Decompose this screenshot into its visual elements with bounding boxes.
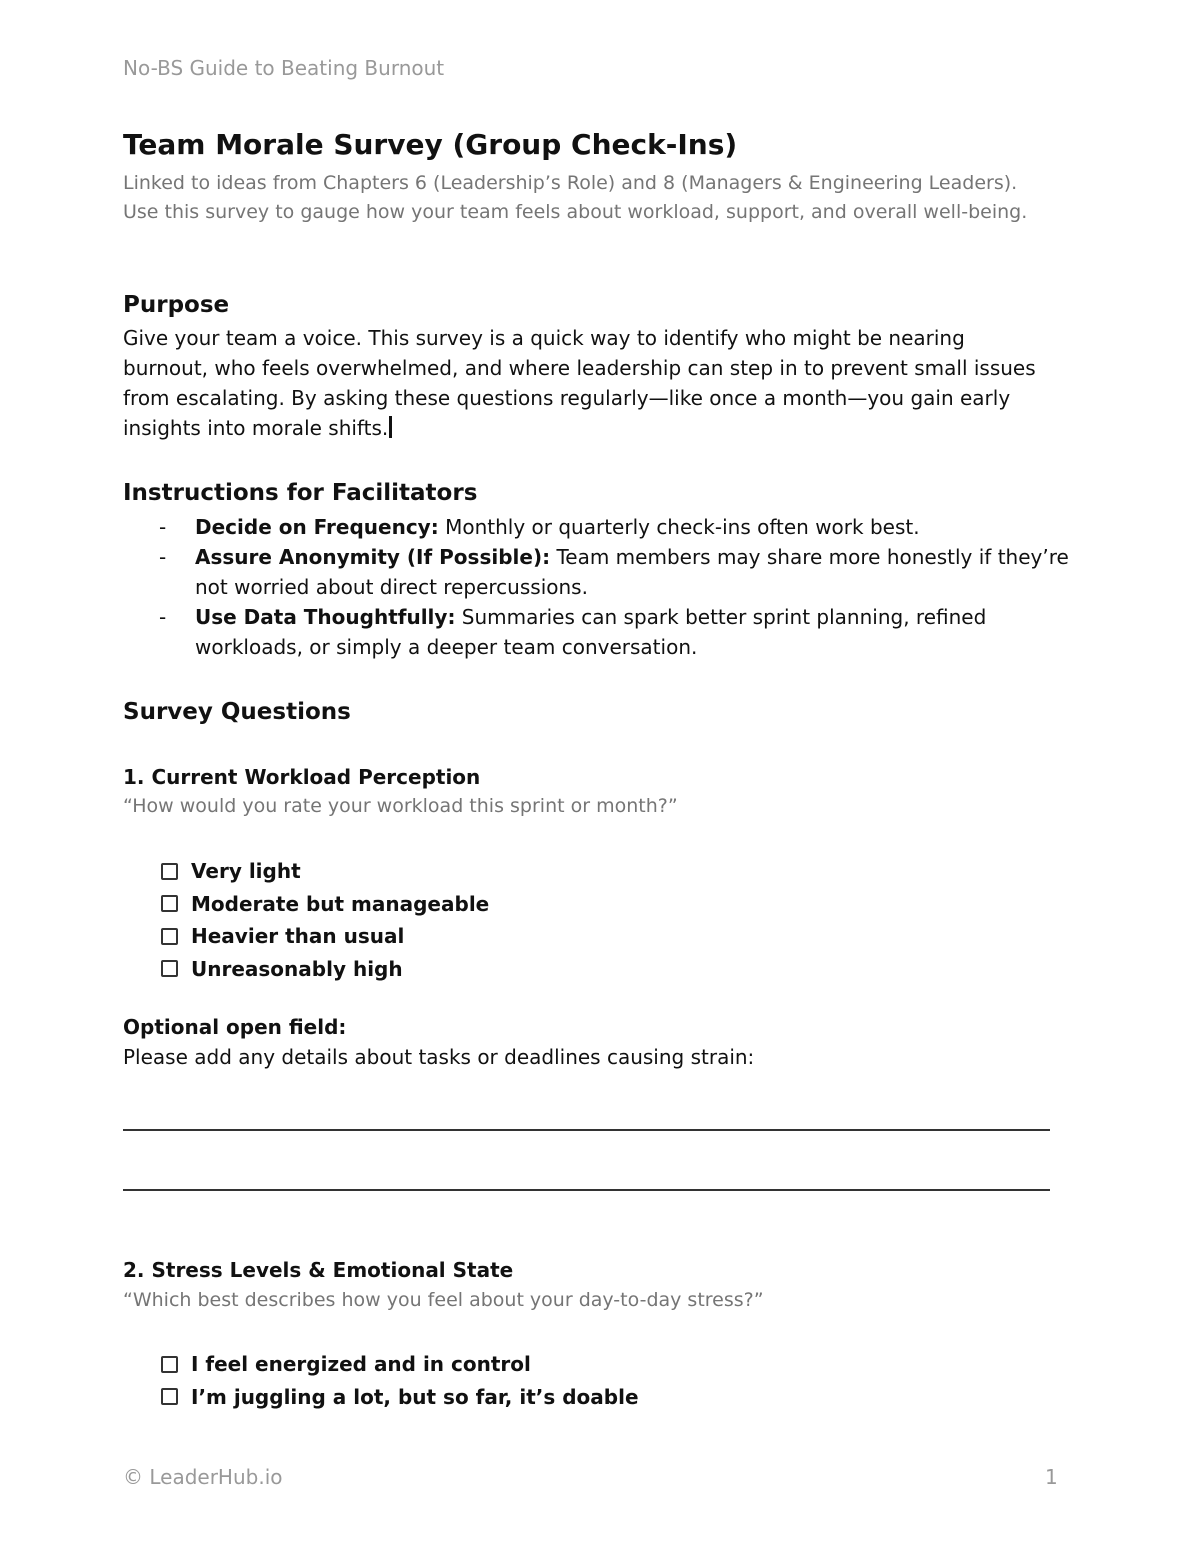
question-1-options [161,855,489,985]
bullet-marker: - [159,545,167,569]
question-2-prompt: “Which best describes how you feel about your day-to-day stress?” [123,1289,764,1311]
list-item [123,542,1083,602]
question-1-prompt: “How would you rate your workload this sprint or month?” [123,795,678,817]
checkbox[interactable] [161,1356,178,1373]
option-label: I feel energized and in control [191,1352,531,1377]
instructions-heading: Instructions for Facilitators [123,480,478,506]
option-label: Moderate but manageable [191,891,490,916]
open-field-label: Optional open field: [123,1015,347,1039]
subtitle-line: Linked to ideas from Chapters 6 (Leadership’s Role) and 8 (Managers & Engineering Leaders). [123,172,1018,194]
survey-heading: Survey Questions [123,699,351,725]
checkbox[interactable] [161,1388,178,1405]
list-item [123,512,1083,542]
bullet-marker: - [159,605,167,629]
item-text: Summaries can spark better sprint planning, refined workloads, or simply a deeper team conversation. [195,605,987,659]
item-label: Assure Anonymity (If Possible): [195,545,551,569]
footer-copyright: © LeaderHub.io [123,1465,283,1489]
purpose-line: from escalating. By asking these questions regularly—like once a month—you gain early [123,386,1011,410]
page-title: Team Morale Survey (Group Check-Ins) [123,128,738,161]
running-header: No-BS Guide to Beating Burnout [123,56,445,80]
question-1-title: 1. Current Workload Perception [123,765,481,789]
purpose-line-last [123,413,1063,443]
list-item [123,602,1083,662]
purpose-line: insights into morale shifts. [123,416,389,440]
item-text: Team members may share more honestly if they’re not worried about direct repercussions. [195,545,1069,599]
subtitle-line: Use this survey to gauge how your team feels about workload, support, and overall well-being. [123,201,1028,223]
item-text: Monthly or quarterly check-ins often work best. [438,515,920,539]
instructions-list [123,512,1083,662]
option-label: I’m juggling a lot, but so far, it’s doable [191,1384,639,1409]
question-2-title: 2. Stress Levels & Emotional State [123,1258,514,1282]
option-heavier[interactable] [161,920,489,953]
item-label: Decide on Frequency: [195,515,439,539]
purpose-heading: Purpose [123,292,230,318]
option-label: Unreasonably high [191,956,403,981]
purpose-line: Give your team a voice. This survey is a quick way to identify who might be nearing [123,326,965,350]
option-energized[interactable] [161,1348,639,1381]
text-cursor [389,416,392,438]
checkbox[interactable] [161,863,178,880]
item-label: Use Data Thoughtfully: [195,605,456,629]
open-field-prompt: Please add any details about tasks or deadlines causing strain: [123,1045,755,1069]
option-label: Heavier than usual [191,924,405,949]
checkbox[interactable] [161,895,178,912]
subtitle [123,169,1083,227]
page-number: 1 [1045,1465,1058,1489]
checkbox[interactable] [161,960,178,977]
option-unreasonable[interactable] [161,953,489,986]
answer-line[interactable] [123,1189,1050,1191]
purpose-paragraph [123,323,1063,443]
checkbox[interactable] [161,928,178,945]
option-juggling[interactable] [161,1381,639,1414]
option-very-light[interactable] [161,855,489,888]
question-2-options [161,1348,639,1413]
option-moderate[interactable] [161,888,489,921]
option-label: Very light [191,859,301,884]
answer-line[interactable] [123,1129,1050,1131]
purpose-line: burnout, who feels overwhelmed, and where leadership can step in to prevent small issues [123,356,1036,380]
bullet-marker: - [159,515,167,539]
